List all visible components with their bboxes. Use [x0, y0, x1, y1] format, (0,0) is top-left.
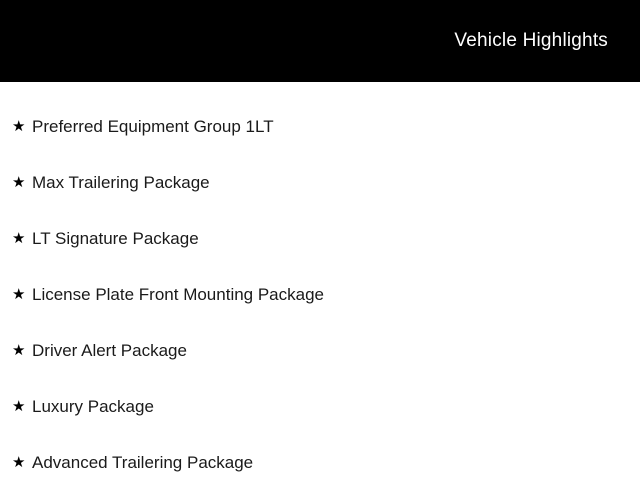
star-bullet-icon: ★: [12, 454, 26, 471]
vehicle-highlights-list: [0, 82, 640, 490]
star-bullet-icon: ★: [12, 174, 26, 191]
list-item-label: Driver Alert Package: [32, 340, 187, 360]
list-item: [0, 210, 640, 266]
star-bullet-icon: ★: [12, 230, 26, 247]
star-bullet-icon: ★: [12, 342, 26, 359]
star-bullet-icon: ★: [12, 118, 26, 135]
list-item: [0, 98, 640, 154]
list-item-label: Preferred Equipment Group 1LT: [32, 116, 274, 136]
list-item-label: Luxury Package: [32, 396, 154, 416]
star-bullet-icon: ★: [12, 398, 26, 415]
list-item: [0, 434, 640, 490]
list-item-label: Advanced Trailering Package: [32, 452, 254, 472]
header-bar: [0, 0, 640, 82]
list-item: [0, 154, 640, 210]
list-item: [0, 266, 640, 322]
list-item-label: License Plate Front Mounting Package: [32, 284, 325, 304]
page-title: Vehicle Highlights: [454, 29, 608, 51]
list-item: [0, 322, 640, 378]
list-item-label: LT Signature Package: [32, 228, 199, 248]
star-bullet-icon: ★: [12, 286, 26, 303]
list-item: [0, 378, 640, 434]
list-item-label: Max Trailering Package: [32, 172, 210, 192]
